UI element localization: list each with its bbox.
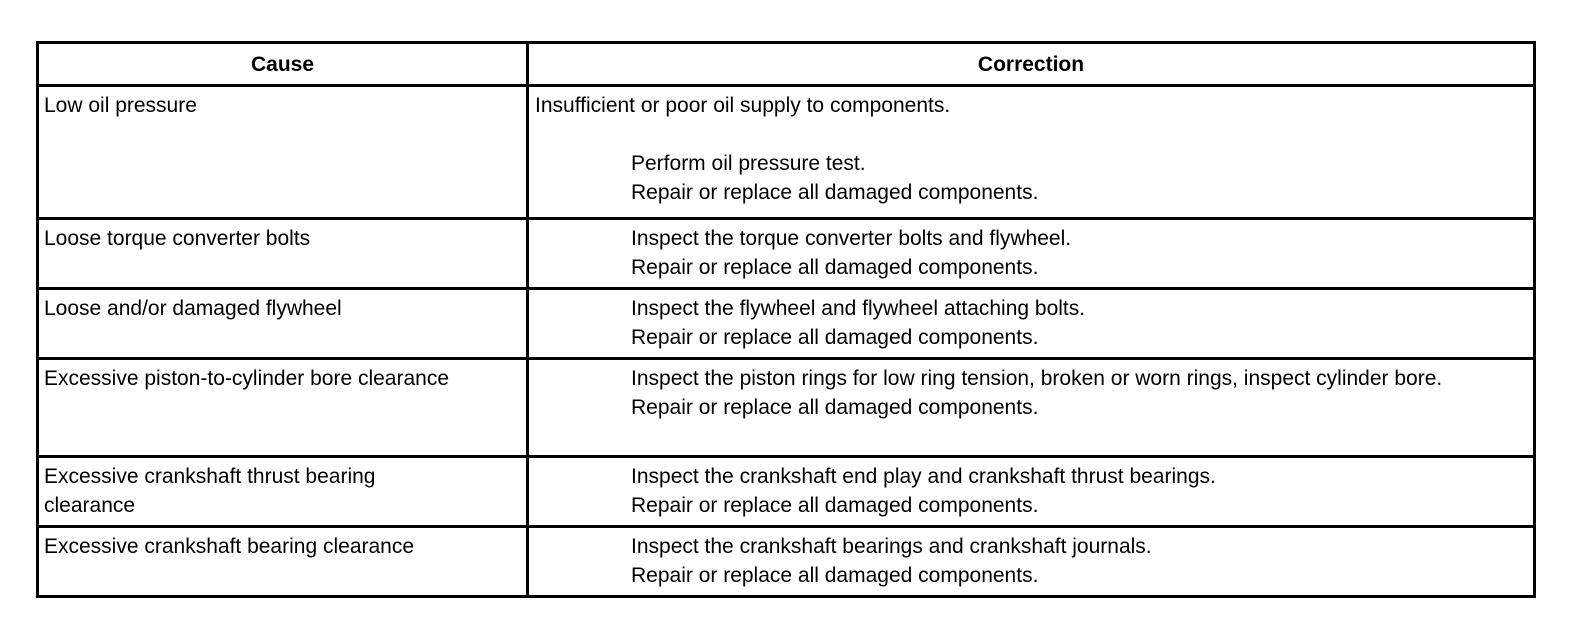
cause-cell: Loose torque converter bolts [38, 219, 528, 289]
correction-cell [528, 527, 1535, 597]
header-row [38, 43, 1535, 86]
table-row [38, 219, 1535, 289]
correction-cell [528, 457, 1535, 527]
cause-cell: Excessive crankshaft bearing clearance [38, 527, 528, 597]
correction-step: Repair or replace all damaged components. [631, 494, 1039, 517]
table-row [38, 359, 1535, 457]
spacer [535, 120, 1529, 149]
correction-step: Inspect the crankshaft bearings and crankshaft journals. [631, 535, 1152, 558]
correction-step: Perform oil pressure test. [631, 152, 866, 175]
correction-step: Repair or replace all damaged components. [631, 181, 1039, 204]
correction-step: Repair or replace all damaged components. [631, 564, 1039, 587]
diagnosis-table [36, 41, 1536, 598]
correction-cell [528, 289, 1535, 359]
correction-step: Repair or replace all damaged components. [631, 396, 1039, 419]
table-row [38, 457, 1535, 527]
correction-header: Correction [528, 43, 1535, 86]
table-row [38, 289, 1535, 359]
correction-step: Repair or replace all damaged components. [631, 256, 1039, 279]
table-row [38, 86, 1535, 219]
correction-step: Inspect the crankshaft end play and crankshaft thrust bearings. [631, 465, 1216, 488]
correction-step: Inspect the piston rings for low ring tension, broken or worn rings, inspect cylinder bore. [631, 367, 1443, 390]
correction-step: Inspect the torque converter bolts and flywheel. [631, 227, 1072, 250]
cause-cell: Low oil pressure [38, 86, 528, 219]
cause-cell: Loose and/or damaged flywheel [38, 289, 528, 359]
cause-cell: Excessive piston-to-cylinder bore clearance [38, 359, 528, 457]
correction-intro: Insufficient or poor oil supply to components. [535, 94, 951, 117]
correction-cell [528, 219, 1535, 289]
cause-header: Cause [38, 43, 528, 86]
diagnosis-table-wrapper [36, 41, 1533, 598]
correction-cell [528, 86, 1535, 219]
correction-step: Inspect the flywheel and flywheel attaching bolts. [631, 297, 1086, 320]
correction-cell [528, 359, 1535, 457]
cause-cell: Excessive crankshaft thrust bearing clearance [38, 457, 528, 527]
table-row [38, 527, 1535, 597]
correction-step: Repair or replace all damaged components. [631, 326, 1039, 349]
